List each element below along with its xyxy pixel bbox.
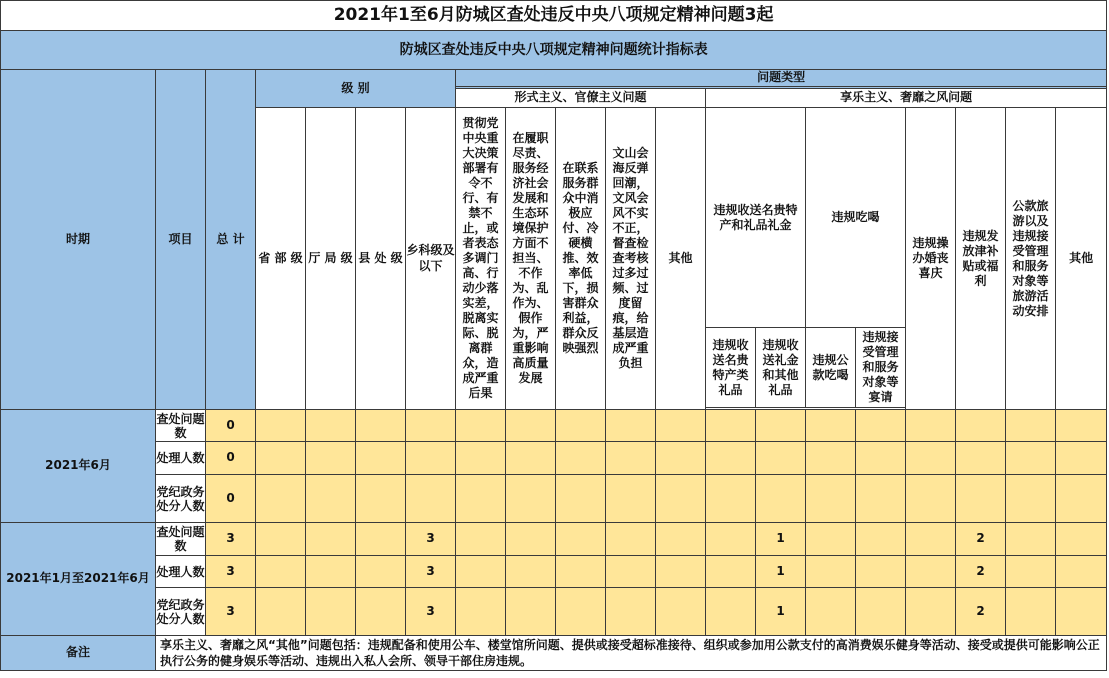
table-row [1,442,1107,475]
data-cell [706,410,756,442]
data-cell [456,475,506,523]
header-formalism-service: 在联系服务群众中消极应付、冷硬横推、效率低下，损害群众利益，群众反映强烈 [556,108,606,410]
data-cell [606,556,656,588]
data-cell [356,523,406,556]
data-cell [906,442,956,475]
data-cell [1056,556,1107,588]
data-cell [456,442,506,475]
data-cell [1056,410,1107,442]
data-cell [956,410,1006,442]
data-cell [756,475,806,523]
header-formalism-duty: 在履职尽责、服务经济社会发展和生态环境保护方面不担当、不作为、乱作为、假作为，严重影响高质量发展 [506,108,556,410]
data-cell [806,410,856,442]
data-cell [956,442,1006,475]
data-cell [856,588,906,636]
header-subsidy: 违规发放津补贴或福利 [956,108,1006,410]
data-cell [856,475,906,523]
header-formalism-meetings: 文山会海反弹回潮，文风会风不实不正，督查检查考核过多过频、过度留痕，给基层造成严重负担 [606,108,656,410]
row-item: 查处问题数 [156,523,206,556]
data-cell [906,410,956,442]
data-cell: 3 [406,523,456,556]
header-level-township: 乡科级及以下 [406,108,456,410]
data-cell [306,588,356,636]
row-total: 0 [206,475,256,523]
data-cell [806,475,856,523]
data-cell [656,523,706,556]
header-dining-public: 违规公款吃喝 [806,328,856,408]
data-cell [856,556,906,588]
data-cell [306,523,356,556]
row-total: 3 [206,588,256,636]
data-cell [256,475,306,523]
table-row [1,475,1107,523]
data-cell [506,442,556,475]
header-level-group: 级 别 [256,70,456,108]
remark-text: 享乐主义、奢靡之风“其他”问题包括：违规配备和使用公车、楼堂馆所问题、提供或接受超标准接待、组织或参加用公款支付的高消费娱乐健身等活动、接受或提供可能影响公正执行公务的健身娱乐等活动、违规出入私人会所、领导干部住房违规。 [156,636,1107,671]
data-cell [856,442,906,475]
data-cell [456,523,506,556]
data-cell [506,410,556,442]
data-cell: 2 [956,588,1006,636]
data-cell [406,442,456,475]
header-level-county: 县 处 级 [356,108,406,410]
data-cell [1056,588,1107,636]
table-row [1,588,1107,636]
header-dining-banquet: 违规接受管理和服务对象等宴请 [856,328,906,408]
data-cell [506,588,556,636]
table-subtitle: 防城区查处违反中央八项规定精神问题统计指标表 [1,31,1107,70]
row-total: 3 [206,556,256,588]
remark-label: 备注 [1,636,156,671]
data-cell: 1 [756,523,806,556]
data-cell [556,410,606,442]
data-cell [556,588,606,636]
data-cell [806,588,856,636]
data-cell [906,475,956,523]
table-row [1,523,1107,556]
row-item: 处理人数 [156,442,206,475]
data-cell [606,410,656,442]
data-cell [656,410,706,442]
header-travel: 公款旅游以及违规接受管理和服务对象等旅游活动安排 [1006,108,1056,410]
period-label: 2021年1月至2021年6月 [1,523,156,636]
data-cell [356,442,406,475]
data-cell [556,556,606,588]
table-row [1,410,1107,442]
data-cell [1006,475,1056,523]
row-total: 3 [206,523,256,556]
header-gift-cash: 违规收送礼金和其他礼品 [756,328,806,408]
header-level-province: 省 部 级 [256,108,306,410]
data-cell [1056,442,1107,475]
data-cell [456,410,506,442]
data-cell [656,588,706,636]
data-cell [606,442,656,475]
data-cell [356,410,406,442]
data-cell [756,442,806,475]
table-row [1,556,1107,588]
header-formalism-decision: 贯彻党中央重大决策部署有令不行、有禁不止，或者表态多调门高、行动少落实差，脱离实际、脱离群众，造成严重后果 [456,108,506,410]
data-cell [1006,442,1056,475]
data-cell [556,523,606,556]
data-cell [506,475,556,523]
data-cell [1006,556,1056,588]
data-cell [806,523,856,556]
header-gift-special: 违规收送名贵特产类礼品 [706,328,756,408]
data-cell: 2 [956,556,1006,588]
row-item: 党纪政务处分人数 [156,588,206,636]
row-total: 0 [206,442,256,475]
data-cell [856,523,906,556]
data-cell [406,475,456,523]
row-total: 0 [206,410,256,442]
data-cell [756,410,806,442]
data-cell [256,588,306,636]
data-cell [456,588,506,636]
data-cell [256,556,306,588]
data-cell [356,588,406,636]
data-cell [306,410,356,442]
data-cell [706,588,756,636]
header-formalism-other: 其他 [656,108,706,410]
data-cell [656,475,706,523]
page-title: 2021年1至6月防城区查处违反中央八项规定精神问题3起 [1,1,1107,31]
header-gift-group: 违规收送名贵特产和礼品礼金 [706,108,806,328]
data-cell [506,523,556,556]
data-cell [256,523,306,556]
data-cell [606,475,656,523]
data-cell [256,410,306,442]
data-cell [856,410,906,442]
data-cell [1006,588,1056,636]
header-dining-group: 违规吃喝 [806,108,906,328]
data-cell [706,442,756,475]
data-cell [406,410,456,442]
data-cell: 2 [956,523,1006,556]
header-level-bureau: 厅 局 级 [306,108,356,410]
row-item: 处理人数 [156,556,206,588]
data-cell [906,523,956,556]
data-cell: 1 [756,588,806,636]
data-cell [1006,523,1056,556]
data-cell [256,442,306,475]
data-cell: 3 [406,556,456,588]
header-item: 项目 [156,70,206,410]
data-cell [306,442,356,475]
data-cell [806,442,856,475]
data-cell [656,556,706,588]
header-period: 时期 [1,70,156,410]
data-cell [706,475,756,523]
data-cell [1006,410,1056,442]
data-cell [356,475,406,523]
data-cell: 1 [756,556,806,588]
data-cell [956,475,1006,523]
data-cell [606,523,656,556]
row-item: 党纪政务处分人数 [156,475,206,523]
data-cell [906,556,956,588]
data-cell [706,523,756,556]
data-cell [806,556,856,588]
header-total: 总 计 [206,70,256,410]
period-label: 2021年6月 [1,410,156,523]
row-item: 查处问题数 [156,411,205,440]
data-cell [306,556,356,588]
header-hedonism-other: 其他 [1056,108,1107,410]
header-type-group: 问题类型 [456,70,1107,87]
data-cell [1056,475,1107,523]
data-cell [606,588,656,636]
data-cell [556,475,606,523]
data-cell [506,556,556,588]
header-formalism-group: 形式主义、官僚主义问题 [456,89,706,108]
data-cell [1056,523,1107,556]
data-cell: 3 [406,588,456,636]
header-wedding: 违规操办婚丧喜庆 [906,108,956,410]
data-cell [556,442,606,475]
data-cell [456,556,506,588]
data-cell [706,556,756,588]
data-cell [356,556,406,588]
data-cell [906,588,956,636]
header-hedonism-group: 享乐主义、奢靡之风问题 [706,89,1107,108]
data-cell [656,442,706,475]
data-cell [306,475,356,523]
